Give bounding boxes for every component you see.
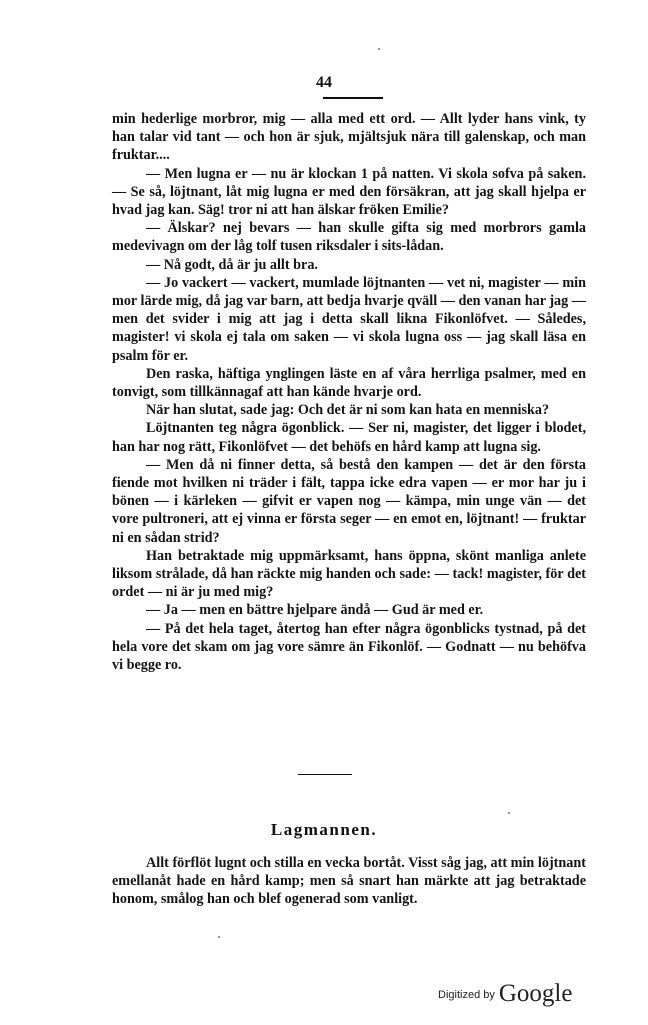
paragraph: Allt förflöt lugnt och stilla en vecka bortåt. Visst såg jag, att min löjtnant emellanåt hade en hård kamp; men så snart han märkte att jag betraktade honom, smålog han och blef ogenerad som vanligt.: [112, 855, 586, 908]
section-text: [112, 854, 586, 909]
paragraph: — Men då ni finner detta, så bestå den kampen — det är den första fiende mot hvilken ni träder i fält, tappa icke edra vapen — er mor har ju i bönen — i kärleken — gifvit er vapen nog — kämpa, min unge vän — det vore pultroneri, att ej vinna er första seger — en emot en, löjtnant! — fruktar ni en sådan strid?: [112, 456, 586, 546]
section-divider: [298, 774, 352, 775]
paragraph: — Nå godt, då är ju allt bra.: [146, 256, 318, 273]
page-number: 44: [316, 74, 332, 91]
watermark-prefix: Digitized by: [438, 989, 495, 1001]
paragraph: Den raska, häftiga ynglingen läste en af våra herrliga psalmer, med en tonvigt, som tillkännagaf att han kände hvarje ord.: [112, 365, 586, 401]
print-speck: [508, 812, 510, 814]
main-text: [112, 110, 586, 674]
digitization-watermark: [438, 980, 572, 1008]
print-speck: [378, 48, 380, 50]
print-speck: [218, 936, 220, 938]
paragraph: — Älskar? nej bevars — han skulle gifta sig med morbrors gamla medevivagn om der låg tolf tusen riksdaler i sits-lådan.: [112, 220, 586, 255]
paragraph: — Jo vackert — vackert, mumlade löjtnanten — vet ni, magister — min mor lärde mig, då jag var barn, att bedja hvarje qväll — den vanan har jag — men det svider i mig att jag i detta skall likna Fikonlöfvet. — Således, magister! vi skola ej tala om saken — vi skola lugna oss — jag skall läsa en psalm för er.: [112, 274, 586, 364]
google-logo: Google: [498, 980, 573, 1007]
paragraph: — Ja — men en bättre hjelpare ändå — Gud är med er.: [146, 602, 484, 619]
paragraph: min hederlige morbror, mig — alla med ett ord. — Allt lyder hans vink, ty han talar vid tant — och hon är sjuk, mjältsjuk nära till galenskap, och man fruktar....: [112, 111, 586, 164]
paragraph: När han slutat, sade jag: Och det är ni som kan hata en menniska?: [146, 402, 550, 419]
paragraph: Löjtnanten teg några ögonblick. — Ser ni, magister, det ligger i blodet, han har nog rätt, Fikonlöfvet — det behöfs en hård kamp att lugna sig.: [112, 420, 586, 455]
paragraph: Han betraktade mig uppmärksamt, hans öppna, skönt manliga anlete liksom strålade, då han räckte mig handen och sade: — tack! magister, för det ordet — ni är ju med mig?: [112, 547, 586, 601]
paragraph: — På det hela taget, återtog han efter några ögonblicks tystnad, på det hela vore det skam om jag vore sämre än Fikonlöf. — Godnatt — nu behöfva vi begge ro.: [112, 620, 586, 674]
paragraph: — Men lugna er — nu är klockan 1 på natten. Vi skola sofva på saken. — Se så, löjtnant, låt mig lugna er med den försäkran, att jag skall hjelpa er hvad jag kan. Säg! tror ni att han älskar fröken Emilie?: [112, 165, 586, 219]
section-heading: Lagmannen.: [270, 820, 378, 839]
page-number-underline: [323, 97, 383, 99]
